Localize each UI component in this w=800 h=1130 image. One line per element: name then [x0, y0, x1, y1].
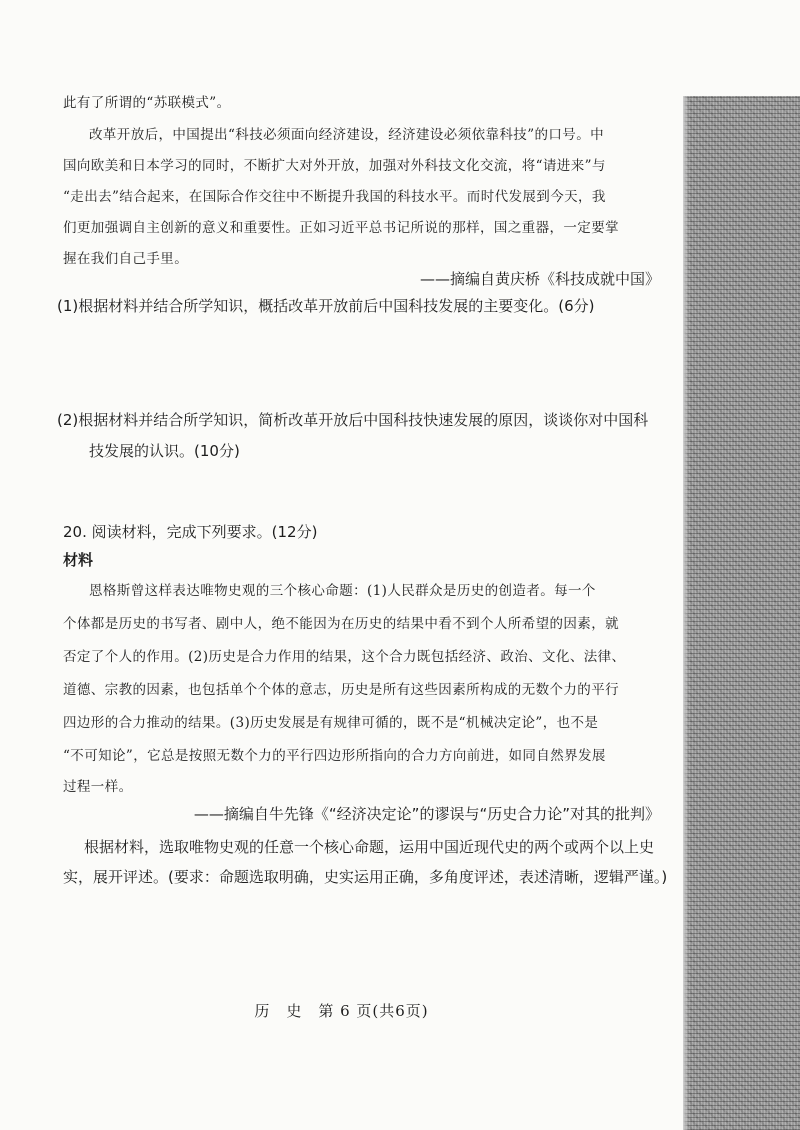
material-line: “不可知论”，它总是按照无数个力的平行四边形所指向的合力方向前进，如同自然界发展 [63, 748, 606, 764]
question-1: (1)根据材料并结合所学知识，概括改革开放前后中国科技发展的主要变化。(6分) [57, 297, 595, 315]
material-label: 材料 [63, 551, 94, 569]
passage-line: 此有了所谓的“苏联模式”。 [63, 95, 231, 111]
material-line: 道德、宗教的因素，也包括单个个体的意志，历史是所有这些因素所构成的无数个力的平行 [63, 682, 619, 698]
question-2-cont: 技发展的认识。(10分) [89, 442, 240, 460]
question-20-title: 20. 阅读材料，完成下列要求。(12分) [63, 523, 318, 541]
passage-line: 们更加强调自主创新的意义和重要性。正如习近平总书记所说的那样，国之重器，一定要掌 [63, 220, 619, 236]
citation: ——摘编自黄庆桥《科技成就中国》 [419, 270, 660, 288]
material-line: 四边形的合力推动的结果。(3)历史发展是有规律可循的，既不是“机械决定论”，也不是 [63, 715, 599, 731]
question-2: (2)根据材料并结合所学知识，简析改革开放后中国科技快速发展的原因，谈谈你对中国科 [57, 411, 649, 429]
passage-line: “走出去”结合起来，在国际合作交往中不断提升我国的科技水平。而时代发展到今天，我 [63, 189, 606, 205]
passage-line: 改革开放后，中国提出“科技必须面向经济建设，经济建设必须依靠科技”的口号。中 [89, 127, 605, 143]
passage-line: 握在我们自己手里。 [63, 251, 189, 267]
scan-edge-strip [683, 96, 800, 1130]
passage-line: 国向欧美和日本学习的同时，不断扩大对外开放，加强对外科技文化交流，将“请进来”与 [63, 158, 606, 174]
page-footer: 历 史 第 6 页(共6页) [254, 1002, 429, 1020]
material-line: 个体都是历史的书写者、剧中人，绝不能因为在历史的结果中看不到个人所希望的因素，就 [63, 616, 619, 632]
material-line: 恩格斯曾这样表达唯物史观的三个核心命题：(1)人民群众是历史的创造者。每一个 [89, 583, 596, 599]
task-line: 根据材料，选取唯物史观的任意一个核心命题，运用中国近现代史的两个或两个以上史 [84, 838, 655, 856]
material-line: 过程一样。 [63, 779, 133, 795]
material-line: 否定了个人的作用。(2)历史是合力作用的结果，这个合力既包括经济、政治、文化、法律、 [63, 649, 626, 665]
task-line: 实，展开评述。(要求：命题选取明确，史实运用正确，多角度评述，表述清晰，逻辑严谨。) [63, 868, 668, 886]
citation: ——摘编自牛先锋《“经济决定论”的谬误与“历史合力论”对其的批判》 [193, 805, 660, 823]
